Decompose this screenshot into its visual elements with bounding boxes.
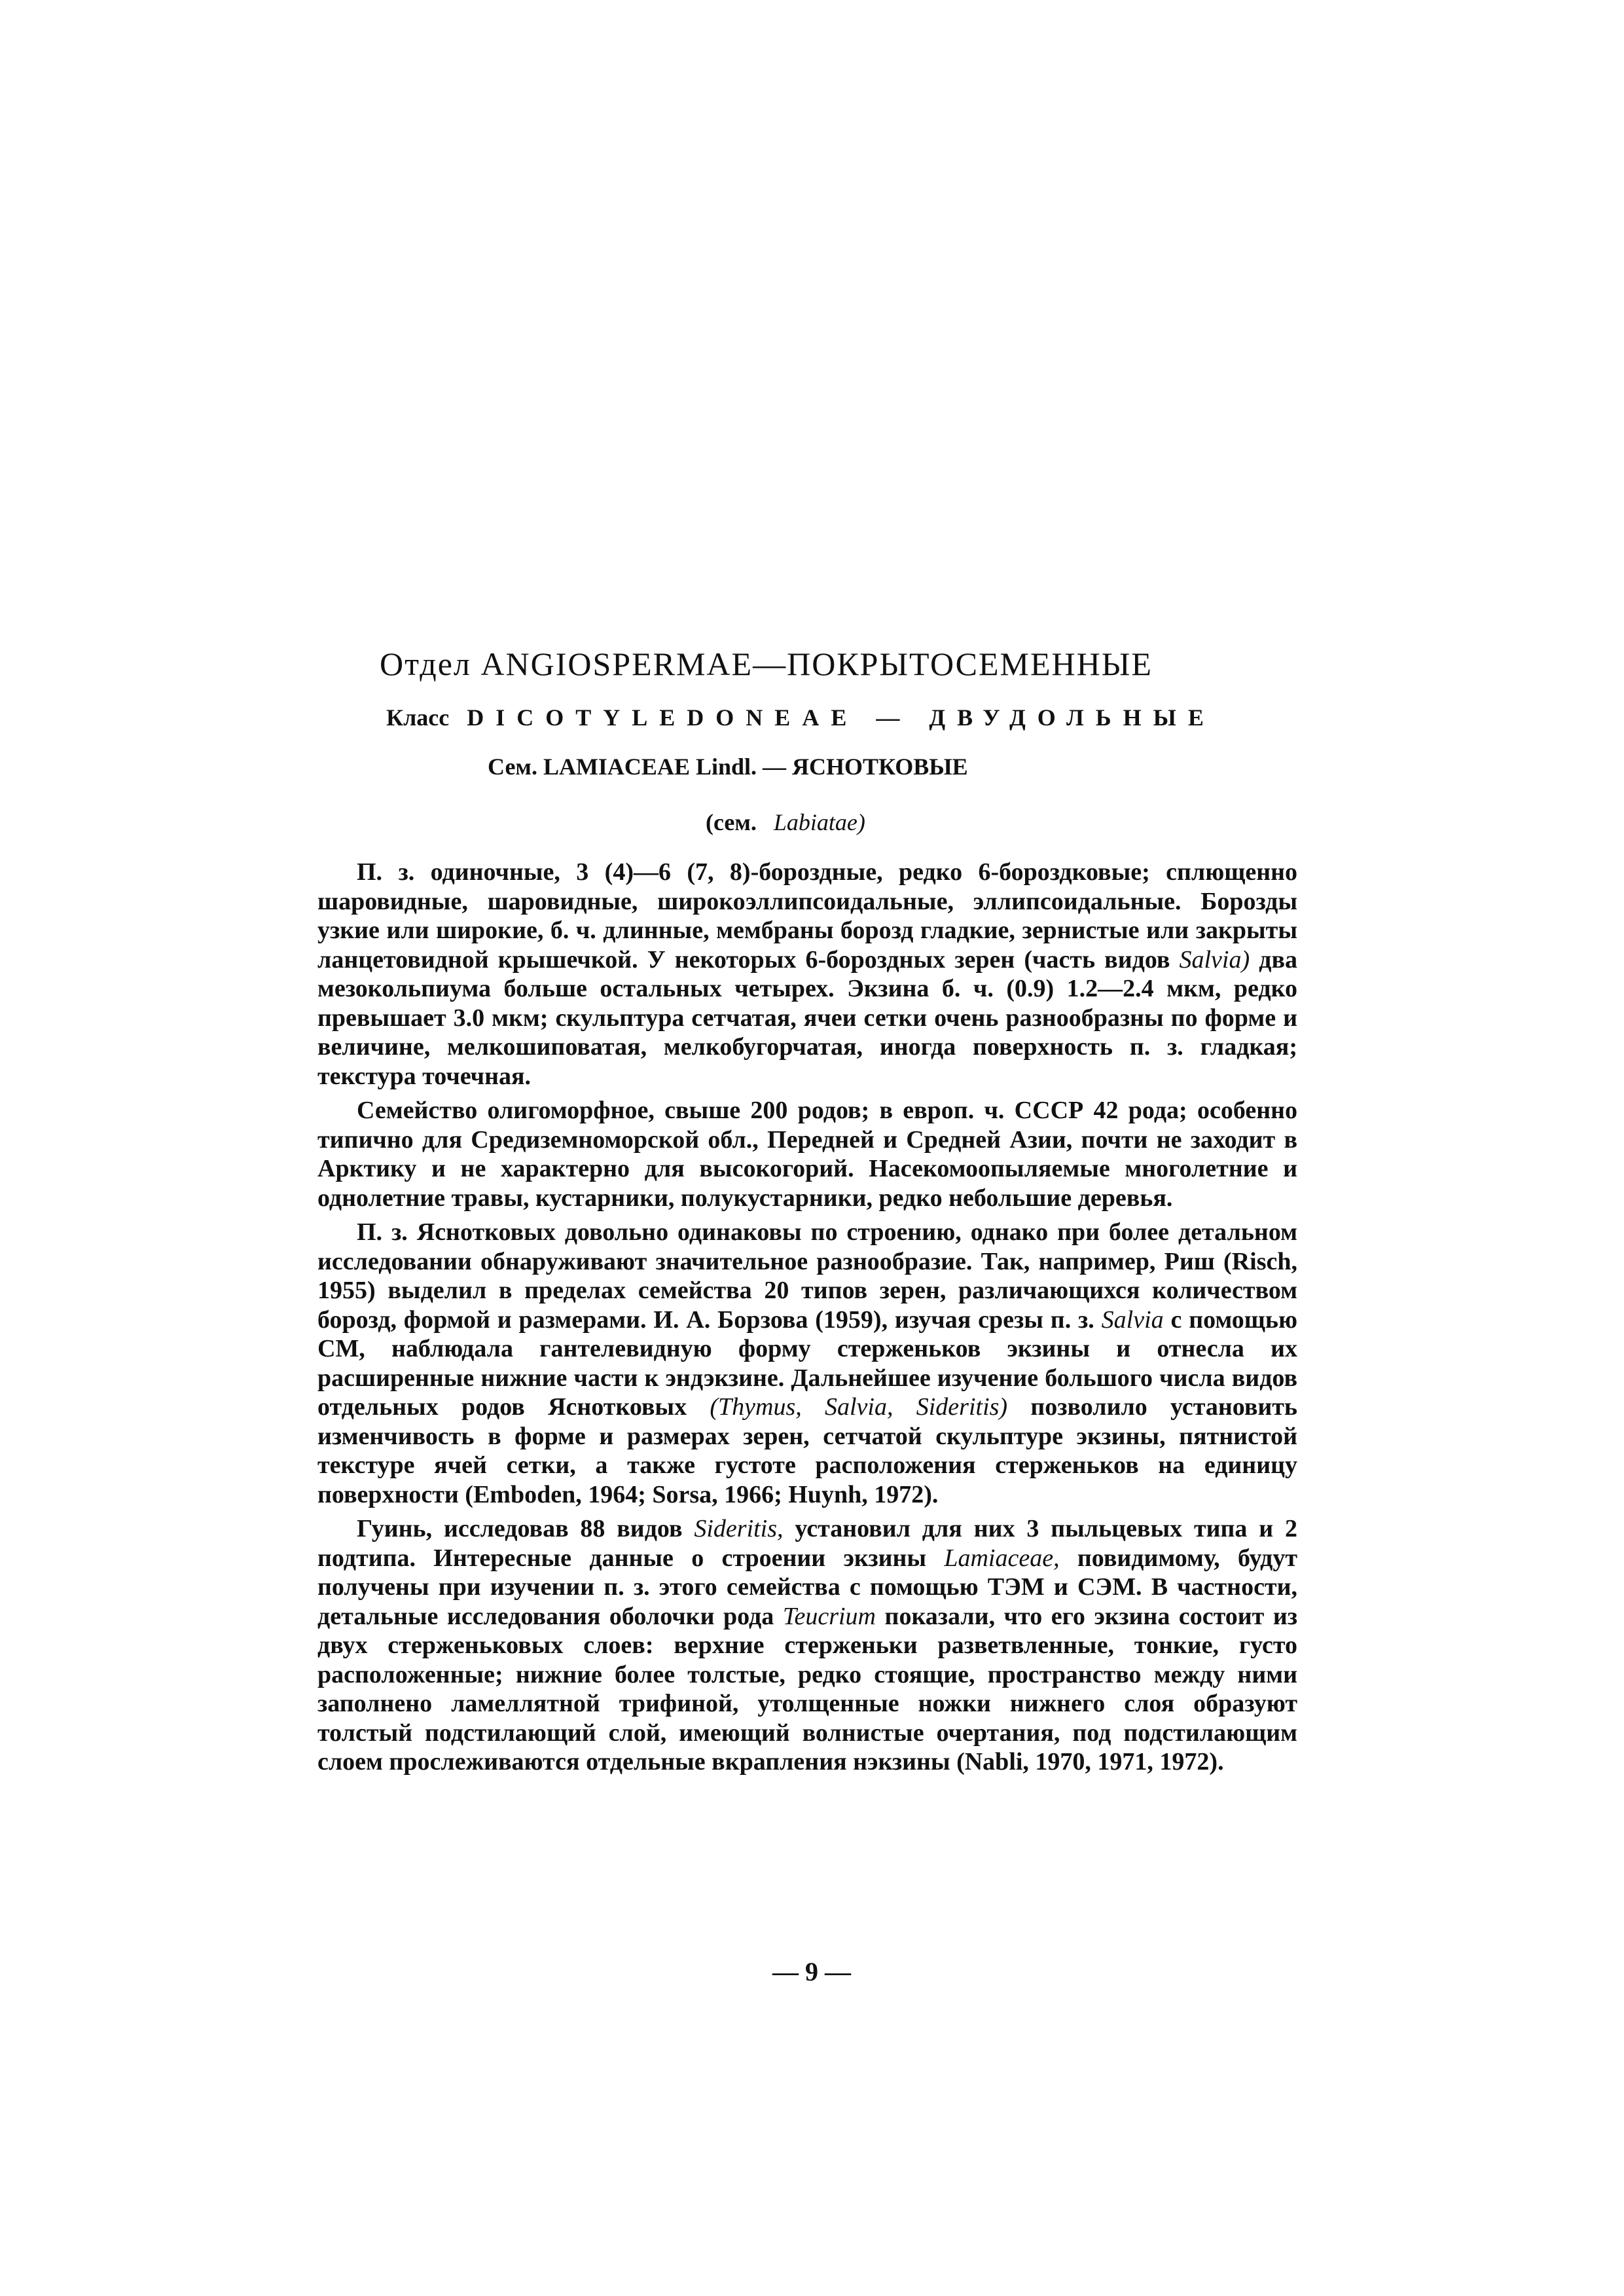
paragraph-morphology-studies	[317, 1218, 1297, 1509]
paragraph-text: позволило установить изменчивость в форме и размерах зерен, сетчатой скульптуре экзины, пятнистой текстуре ячей сетки, а также густоте расположения стерженьков на единицу поверхности (Emboden, 1964; Sorsa, 1966; Huynh, 1972).	[317, 1393, 1298, 1508]
taxon-name: Teucrium	[782, 1602, 876, 1630]
paragraph-pollen-description	[317, 858, 1297, 1091]
synonym-label: (сем.	[706, 809, 757, 835]
class-title	[386, 704, 1263, 731]
division-title: Отдел ANGIOSPERMAE—ПОКРЫТОСЕМЕННЫЕ	[380, 646, 1153, 682]
class-label: Класс	[386, 704, 450, 731]
paragraph-text: установил для них 3 пыльцевых типа и 2 подтипа. Интересные данные о строении экзины	[317, 1515, 1298, 1572]
taxon-name: Salvia)	[1179, 945, 1250, 974]
paragraph-text: повидимому, будут получены при изучении п. з. этого семейства с помощью ТЭМ и СЭМ. В частности, детальные исследования оболочки рода	[317, 1544, 1297, 1630]
page-number: — 9 —	[772, 1957, 851, 1986]
taxon-name: (Thymus, Salvia, Sideritis)	[710, 1393, 1008, 1421]
paragraph-text: с помощью СМ, наблюдала гантелевидную форму стерженьков экзины и отнесла их расширенные нижние части к эндэкзине. Дальнейшее изучение большого числа видов отдельных родов Яснотковых	[317, 1305, 1297, 1421]
synonym-name: Labiatae)	[773, 809, 865, 835]
paragraph-text: показали, что его экзина состоит из двух стерженьковых слоев: верхние стерженьки разветвленные, тонкие, густо расположенные; нижние более толстые, редко стоящие, пространство между ними заполнено ламеллятной трифиной, утолщенные ножки нижнего слоя образуют толстый подстилающий слой, имеющий волнистые очертания, под подстилающим слоем прослеживаются отдельные вкрапления нэкзины (Nabli, 1970, 1971, 1972).	[317, 1602, 1298, 1776]
paragraph-family-description	[317, 1096, 1297, 1212]
taxon-name: Sideritis,	[694, 1515, 784, 1542]
paragraph-text: П. з. одиночные, 3 (4)—6 (7, 8)-бороздные, редко 6-бороздковые; сплющенно шаровидные, шаровидные, широкоэллипсоидальные, эллипсоидальные. Борозды узкие или широкие, б. ч. длинные, мембраны борозд гладкие, зернистые или закрыты ланцетовидной крышечкой. У некоторых 6-бороздных зерен (часть видов	[317, 858, 1297, 974]
paragraph-text: Гуинь, исследовав 88 видов	[357, 1515, 683, 1542]
taxon-name: Lamiaceae,	[944, 1544, 1060, 1572]
class-name: DICOTYLEDONEAE — ДВУДОЛЬНЫЕ	[467, 704, 1216, 731]
paragraph-text: два мезокольпиума больше остальных четырех. Экзина б. ч. (0.9) 1.2—2.4 мкм, редко превышает 3.0 мкм; скульптура сетчатая, ячеи сетки очень разнообразны по форме и величине, мелкошиповатая, мелкобугорчатая, иногда поверхность п. з. гладкая; текстура точечная.	[317, 945, 1297, 1090]
taxon-name: Salvia	[1101, 1305, 1164, 1334]
body-text	[317, 858, 1297, 1782]
paragraph-huynh-studies	[317, 1514, 1297, 1777]
paragraph-text: Семейство олигоморфное, свыше 200 родов; в европ. ч. СССР 42 рода; особенно типично для Средиземноморской обл., Передней и Средней Азии, почти не заходит в Арктику и не характерно для высокогорий. Насекомоопыляемые многолетние и однолетние травы, кустарники, полукустарники, редко небольшие деревья.	[317, 1097, 1297, 1212]
paragraph-text: П. з. Яснотковых довольно одинаковы по строению, однако при более детальном исследовании обнаруживают значительное разнообразие. Так, например, Риш (Risch, 1955) выделил в пределах семейства 20 типов зерен, различающихся количеством борозд, формой и размерами. И. А. Борзова (1959), изучая срезы п. з.	[317, 1218, 1297, 1334]
family-synonym	[706, 809, 865, 836]
family-title: Сем. LAMIACEAE Lindl. — ЯСНОТКОВЫЕ	[488, 754, 968, 780]
